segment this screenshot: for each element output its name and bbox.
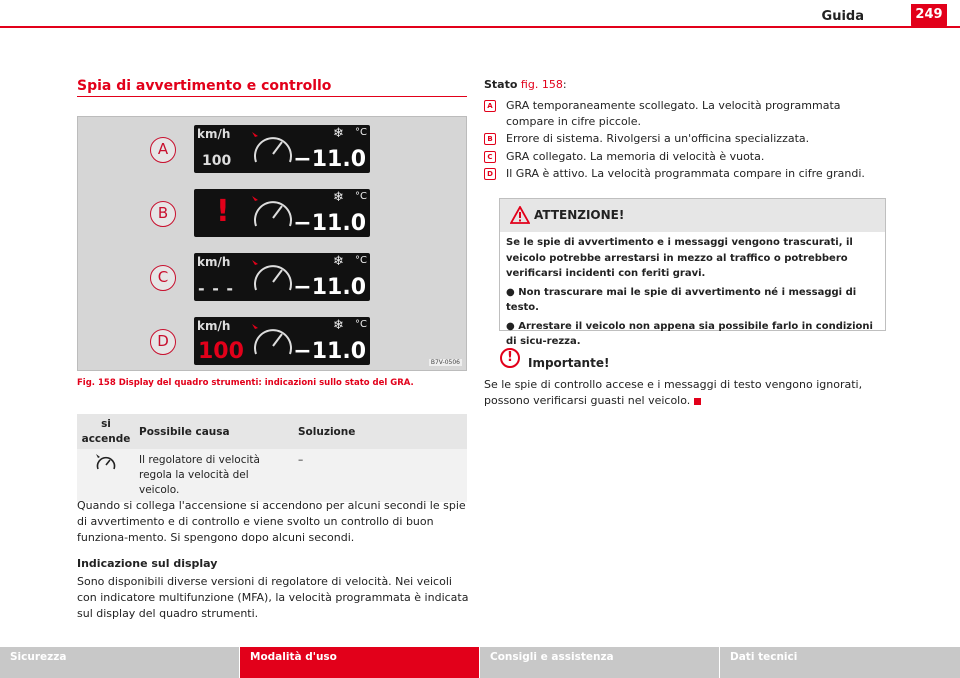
status-badge: A — [484, 100, 496, 112]
important-title: Importante! — [528, 356, 610, 370]
warning-intro: Se le spie di avvertimento e i messaggi vengono trascurati, il veicolo potrebbe arrestarsi in mezzo al traffico o potrebbero verificarsi incidenti con feriti gravi. — [506, 237, 853, 279]
status-item-d — [484, 166, 884, 182]
end-of-section-marker — [694, 398, 701, 405]
temp-unit: °C — [355, 319, 367, 330]
warning-bullet-text: Non trascurare mai le spie di avvertimento né i messaggi di testo. — [506, 286, 857, 313]
figure-label-d: D — [150, 329, 176, 355]
status-heading — [484, 78, 567, 91]
table-header: Soluzione — [294, 414, 467, 449]
status-label: Stato — [484, 78, 518, 91]
snowflake-icon: ❄ — [333, 126, 344, 141]
table-cell-solution: – — [294, 449, 467, 502]
status-colon: : — [562, 78, 567, 91]
footer-tab-sicurezza[interactable]: Sicurezza — [0, 647, 240, 678]
set-speed: 100 — [202, 153, 232, 169]
instrument-display-figure — [77, 116, 467, 371]
figure-label-b: B — [150, 201, 176, 227]
table-cell-icon — [77, 449, 135, 502]
system-error-warning: ! — [216, 194, 230, 229]
unit-label: km/h — [197, 255, 231, 269]
section-rule — [77, 96, 467, 97]
cruise-control-icon — [250, 256, 296, 298]
table-header: si accende — [77, 414, 135, 449]
warning-body — [500, 232, 885, 353]
cruise-control-icon — [250, 320, 296, 362]
important-text — [484, 377, 884, 409]
status-badge: B — [484, 133, 496, 145]
status-text: GRA temporaneamente scollegato. La velocità programmata compare in cifre piccole. — [506, 99, 841, 128]
important-body: Se le spie di controllo accese e i messaggi di testo vengono ignorati, possono verificarsi guasti nel veicolo. — [484, 378, 863, 407]
figure-code: B7V-0506 — [430, 359, 460, 366]
table-header: Possibile causa — [135, 414, 294, 449]
display-panel-c — [194, 253, 370, 301]
unit-label: km/h — [197, 127, 231, 141]
display-panel-b — [194, 189, 370, 237]
warning-triangle-icon — [510, 206, 530, 224]
snowflake-icon: ❄ — [333, 190, 344, 205]
status-text: GRA collegato. La memoria di velocità è vuota. — [506, 150, 765, 163]
footer-tab-consigli-assistenza[interactable]: Consigli e assistenza — [480, 647, 720, 678]
display-subheading: Indicazione sul display — [77, 557, 218, 570]
warning-bullet: ● Non trascurare mai le spie di avvertimento né i messaggi di testo. — [506, 286, 857, 313]
header-rule — [0, 26, 960, 28]
status-badge: C — [484, 151, 496, 163]
cruise-control-icon — [250, 192, 296, 234]
temp-unit: °C — [355, 127, 367, 138]
status-text: Errore di sistema. Rivolgersi a un'officina specializzata. — [506, 132, 810, 145]
set-speed: 100 — [198, 339, 244, 364]
footer-navigation — [0, 647, 960, 678]
display-panel-a — [194, 125, 370, 173]
intro-paragraph: Quando si collega l'accensione si accendono per alcuni secondi le spie di avvertimento e di controllo e viene svolto un controllo di buon funziona-mento. Si spengono dopo alcuni secondi. — [77, 499, 466, 544]
status-item-a — [484, 98, 884, 130]
status-item-c — [484, 149, 884, 165]
status-text: Il GRA è attivo. La velocità programmata compare in cifre grandi. — [506, 167, 865, 180]
snowflake-icon: ❄ — [333, 254, 344, 269]
footer-tab-dati-tecnici[interactable]: Dati tecnici — [720, 647, 960, 678]
figure-label-c: C — [150, 265, 176, 291]
warning-header — [500, 199, 885, 232]
page-number: 249 — [911, 4, 947, 28]
display-panel-d — [194, 317, 370, 365]
warning-box — [499, 198, 886, 347]
warning-bullet-text: Arrestare il veicolo non appena sia possibile farlo in condizioni di sicu-rezza. — [506, 320, 873, 347]
cruise-control-icon — [95, 453, 117, 471]
temp-unit: °C — [355, 191, 367, 202]
table-row — [77, 449, 467, 502]
unit-label: km/h — [197, 319, 231, 333]
outside-temperature: −11.0 — [293, 147, 366, 172]
temp-unit: °C — [355, 255, 367, 266]
footer-tab-modalita-uso[interactable]: Modalità d'uso — [240, 647, 480, 678]
snowflake-icon: ❄ — [333, 318, 344, 333]
outside-temperature: −11.0 — [293, 211, 366, 236]
section-title: Spia di avvertimento e controllo — [77, 78, 332, 94]
display-paragraph: Sono disponibili diverse versioni di regolatore di velocità. Nei veicoli con indicatore multifunzione (MFA), la velocità programmata è indicata sul display del quadro strumenti. — [77, 575, 469, 620]
page-header-title: Guida — [821, 9, 864, 24]
warning-light-table — [77, 414, 467, 502]
outside-temperature: −11.0 — [293, 275, 366, 300]
table-cell-cause: Il regolatore di velocità regola la velocità del veicolo. — [135, 449, 294, 502]
outside-temperature: −11.0 — [293, 339, 366, 364]
figure-label-a: A — [150, 137, 176, 163]
set-speed: - - - — [198, 279, 235, 298]
warning-bullet: ● Arrestare il veicolo non appena sia possibile farlo in condizioni di sicu-rezza. — [506, 320, 873, 347]
status-badge: D — [484, 168, 496, 180]
status-item-b — [484, 131, 884, 147]
important-icon: ! — [500, 348, 520, 368]
warning-title: ATTENZIONE! — [534, 208, 625, 222]
figure-caption: Fig. 158 Display del quadro strumenti: indicazioni sullo stato del GRA. — [77, 378, 414, 388]
cruise-control-icon — [250, 128, 296, 170]
figure-reference-link[interactable]: fig. 158 — [520, 78, 563, 91]
